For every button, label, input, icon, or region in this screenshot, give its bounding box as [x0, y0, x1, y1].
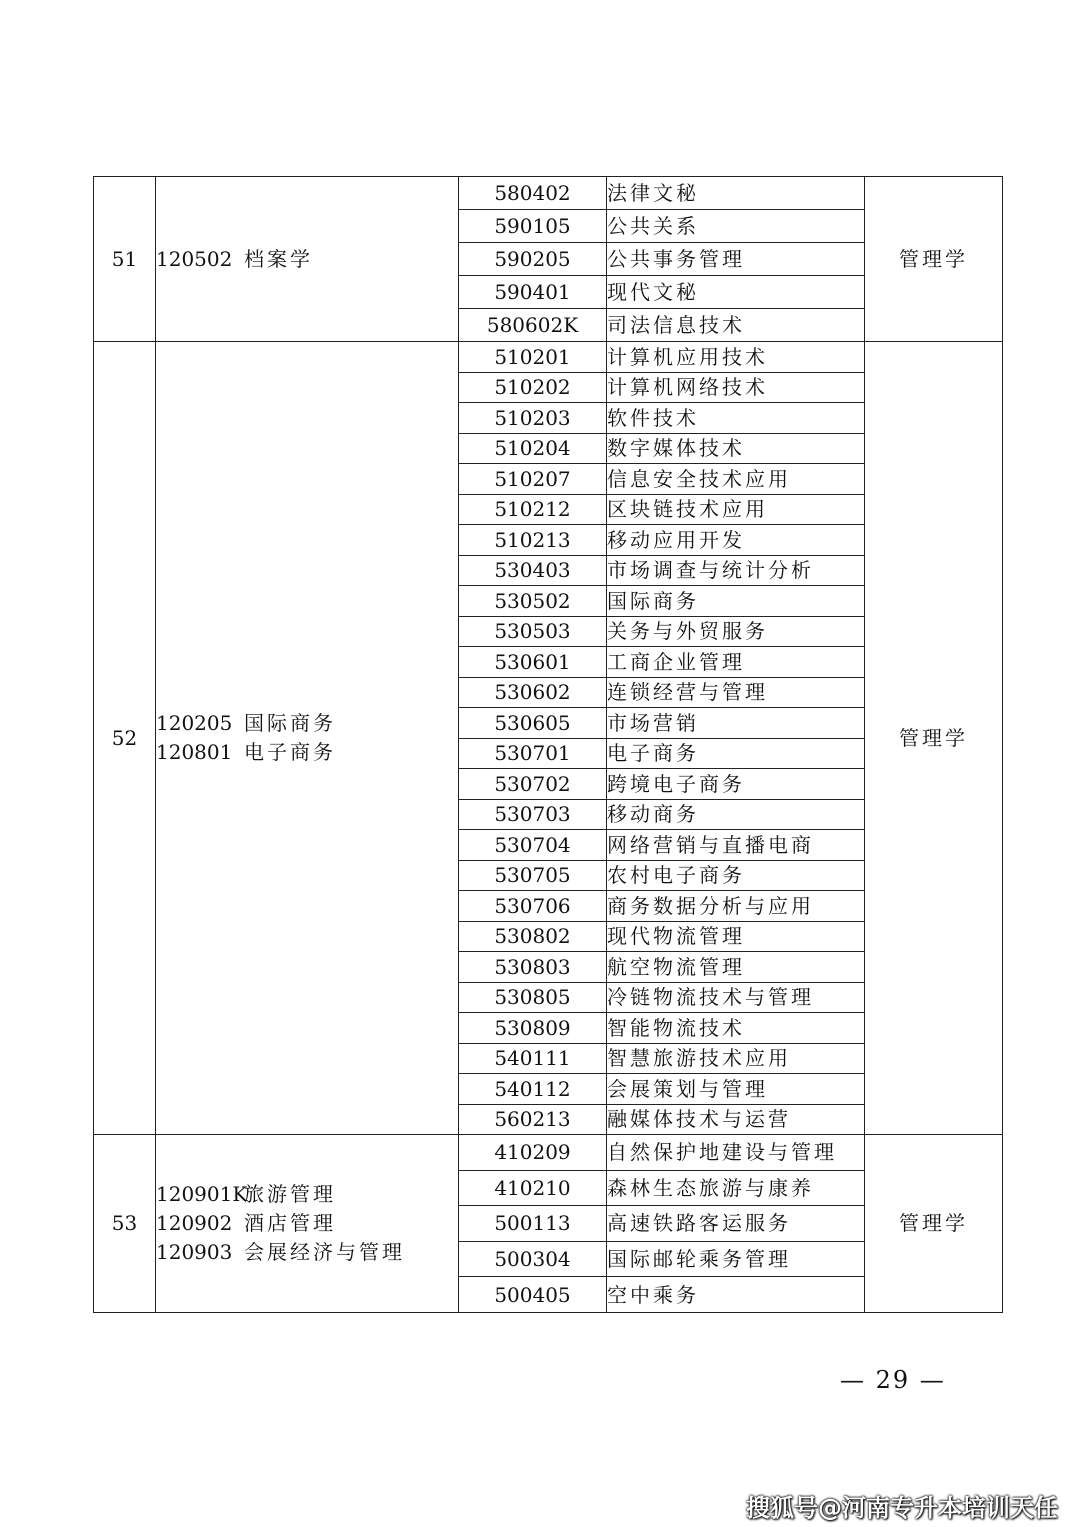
- vocational-code: 530703: [459, 799, 607, 830]
- vocational-code: 590205: [459, 243, 607, 276]
- vocational-name: 数字媒体技术: [607, 433, 865, 464]
- vocational-code: 510207: [459, 464, 607, 495]
- vocational-code: 560213: [459, 1104, 607, 1135]
- vocational-code: 530605: [459, 708, 607, 739]
- vocational-code: 510212: [459, 494, 607, 525]
- vocational-code: 530704: [459, 830, 607, 861]
- vocational-code: 580402: [459, 177, 607, 210]
- vocational-code: 530702: [459, 769, 607, 800]
- vocational-code: 540111: [459, 1043, 607, 1074]
- major-code: 120502: [156, 246, 233, 271]
- vocational-code: 510201: [459, 342, 607, 373]
- major-name: 会展经济与管理: [244, 1239, 405, 1264]
- major-entry: [156, 245, 458, 274]
- vocational-name: 智能物流技术: [607, 1013, 865, 1044]
- vocational-name: 融媒体技术与运营: [607, 1104, 865, 1135]
- major-code: 120903: [156, 1239, 233, 1264]
- vocational-code: 500405: [459, 1277, 607, 1313]
- major-code: 120801: [156, 740, 233, 764]
- vocational-code: 510202: [459, 372, 607, 403]
- watermark: 搜狐号@河南专升本培训天任: [746, 1494, 1058, 1522]
- undergrad-majors: [156, 177, 459, 342]
- major-name: 电子商务: [244, 740, 336, 764]
- vocational-name: 连锁经营与管理: [607, 677, 865, 708]
- vocational-code: 510213: [459, 525, 607, 556]
- major-table: [93, 176, 1003, 1313]
- vocational-code: 510204: [459, 433, 607, 464]
- vocational-name: 移动商务: [607, 799, 865, 830]
- vocational-name: 公共事务管理: [607, 243, 865, 276]
- vocational-code: 530803: [459, 952, 607, 983]
- vocational-name: 信息安全技术应用: [607, 464, 865, 495]
- vocational-name: 移动应用开发: [607, 525, 865, 556]
- major-name: 旅游管理: [244, 1181, 336, 1206]
- vocational-name: 司法信息技术: [607, 309, 865, 342]
- vocational-code: 410209: [459, 1135, 607, 1171]
- vocational-name: 现代文秘: [607, 276, 865, 309]
- vocational-code: 530705: [459, 860, 607, 891]
- discipline-category: 管理学: [865, 177, 1003, 342]
- major-name: 档案学: [244, 246, 313, 271]
- vocational-code: 500113: [459, 1206, 607, 1242]
- undergrad-majors: [156, 342, 459, 1135]
- major-name: 酒店管理: [244, 1210, 336, 1235]
- vocational-name: 会展策划与管理: [607, 1074, 865, 1105]
- vocational-code: 590401: [459, 276, 607, 309]
- table-row: [94, 177, 1003, 210]
- vocational-code: 530602: [459, 677, 607, 708]
- vocational-name: 冷链物流技术与管理: [607, 982, 865, 1013]
- vocational-name: 市场营销: [607, 708, 865, 739]
- vocational-name: 航空物流管理: [607, 952, 865, 983]
- vocational-name: 自然保护地建设与管理: [607, 1135, 865, 1171]
- group-index: 53: [94, 1135, 156, 1313]
- vocational-name: 区块链技术应用: [607, 494, 865, 525]
- vocational-code: 530706: [459, 891, 607, 922]
- vocational-code: 580602K: [459, 309, 607, 342]
- major-entry: [156, 738, 458, 767]
- major-entry: [156, 1209, 458, 1238]
- vocational-name: 公共关系: [607, 210, 865, 243]
- discipline-category: 管理学: [865, 342, 1003, 1135]
- vocational-name: 法律文秘: [607, 177, 865, 210]
- vocational-name: 电子商务: [607, 738, 865, 769]
- table-row: [94, 1135, 1003, 1171]
- vocational-code: 500304: [459, 1241, 607, 1277]
- major-entry: [156, 709, 458, 738]
- major-code: 120901K: [156, 1181, 248, 1206]
- vocational-name: 农村电子商务: [607, 860, 865, 891]
- page-number: — 29 —: [840, 1366, 946, 1394]
- major-code: 120902: [156, 1210, 233, 1235]
- group-index: 51: [94, 177, 156, 342]
- vocational-code: 530503: [459, 616, 607, 647]
- vocational-code: 530701: [459, 738, 607, 769]
- vocational-name: 现代物流管理: [607, 921, 865, 952]
- major-table-body: [94, 177, 1003, 1313]
- vocational-name: 计算机网络技术: [607, 372, 865, 403]
- vocational-name: 国际邮轮乘务管理: [607, 1241, 865, 1277]
- vocational-code: 530502: [459, 586, 607, 617]
- group-index: 52: [94, 342, 156, 1135]
- major-entry: [156, 1238, 458, 1267]
- vocational-name: 空中乘务: [607, 1277, 865, 1313]
- vocational-name: 高速铁路客运服务: [607, 1206, 865, 1242]
- vocational-name: 关务与外贸服务: [607, 616, 865, 647]
- major-code: 120205: [156, 711, 233, 735]
- discipline-category: 管理学: [865, 1135, 1003, 1313]
- undergrad-majors: [156, 1135, 459, 1313]
- vocational-code: 530805: [459, 982, 607, 1013]
- vocational-name: 智慧旅游技术应用: [607, 1043, 865, 1074]
- vocational-code: 530802: [459, 921, 607, 952]
- vocational-code: 510203: [459, 403, 607, 434]
- vocational-name: 国际商务: [607, 586, 865, 617]
- vocational-name: 森林生态旅游与康养: [607, 1170, 865, 1206]
- table-row: [94, 342, 1003, 373]
- vocational-code: 530809: [459, 1013, 607, 1044]
- vocational-name: 软件技术: [607, 403, 865, 434]
- major-name: 国际商务: [244, 711, 336, 735]
- vocational-code: 590105: [459, 210, 607, 243]
- vocational-code: 530601: [459, 647, 607, 678]
- vocational-code: 410210: [459, 1170, 607, 1206]
- vocational-name: 市场调查与统计分析: [607, 555, 865, 586]
- vocational-name: 网络营销与直播电商: [607, 830, 865, 861]
- vocational-code: 530403: [459, 555, 607, 586]
- major-entry: [156, 1180, 458, 1209]
- vocational-name: 跨境电子商务: [607, 769, 865, 800]
- vocational-name: 商务数据分析与应用: [607, 891, 865, 922]
- vocational-name: 工商企业管理: [607, 647, 865, 678]
- vocational-code: 540112: [459, 1074, 607, 1105]
- vocational-name: 计算机应用技术: [607, 342, 865, 373]
